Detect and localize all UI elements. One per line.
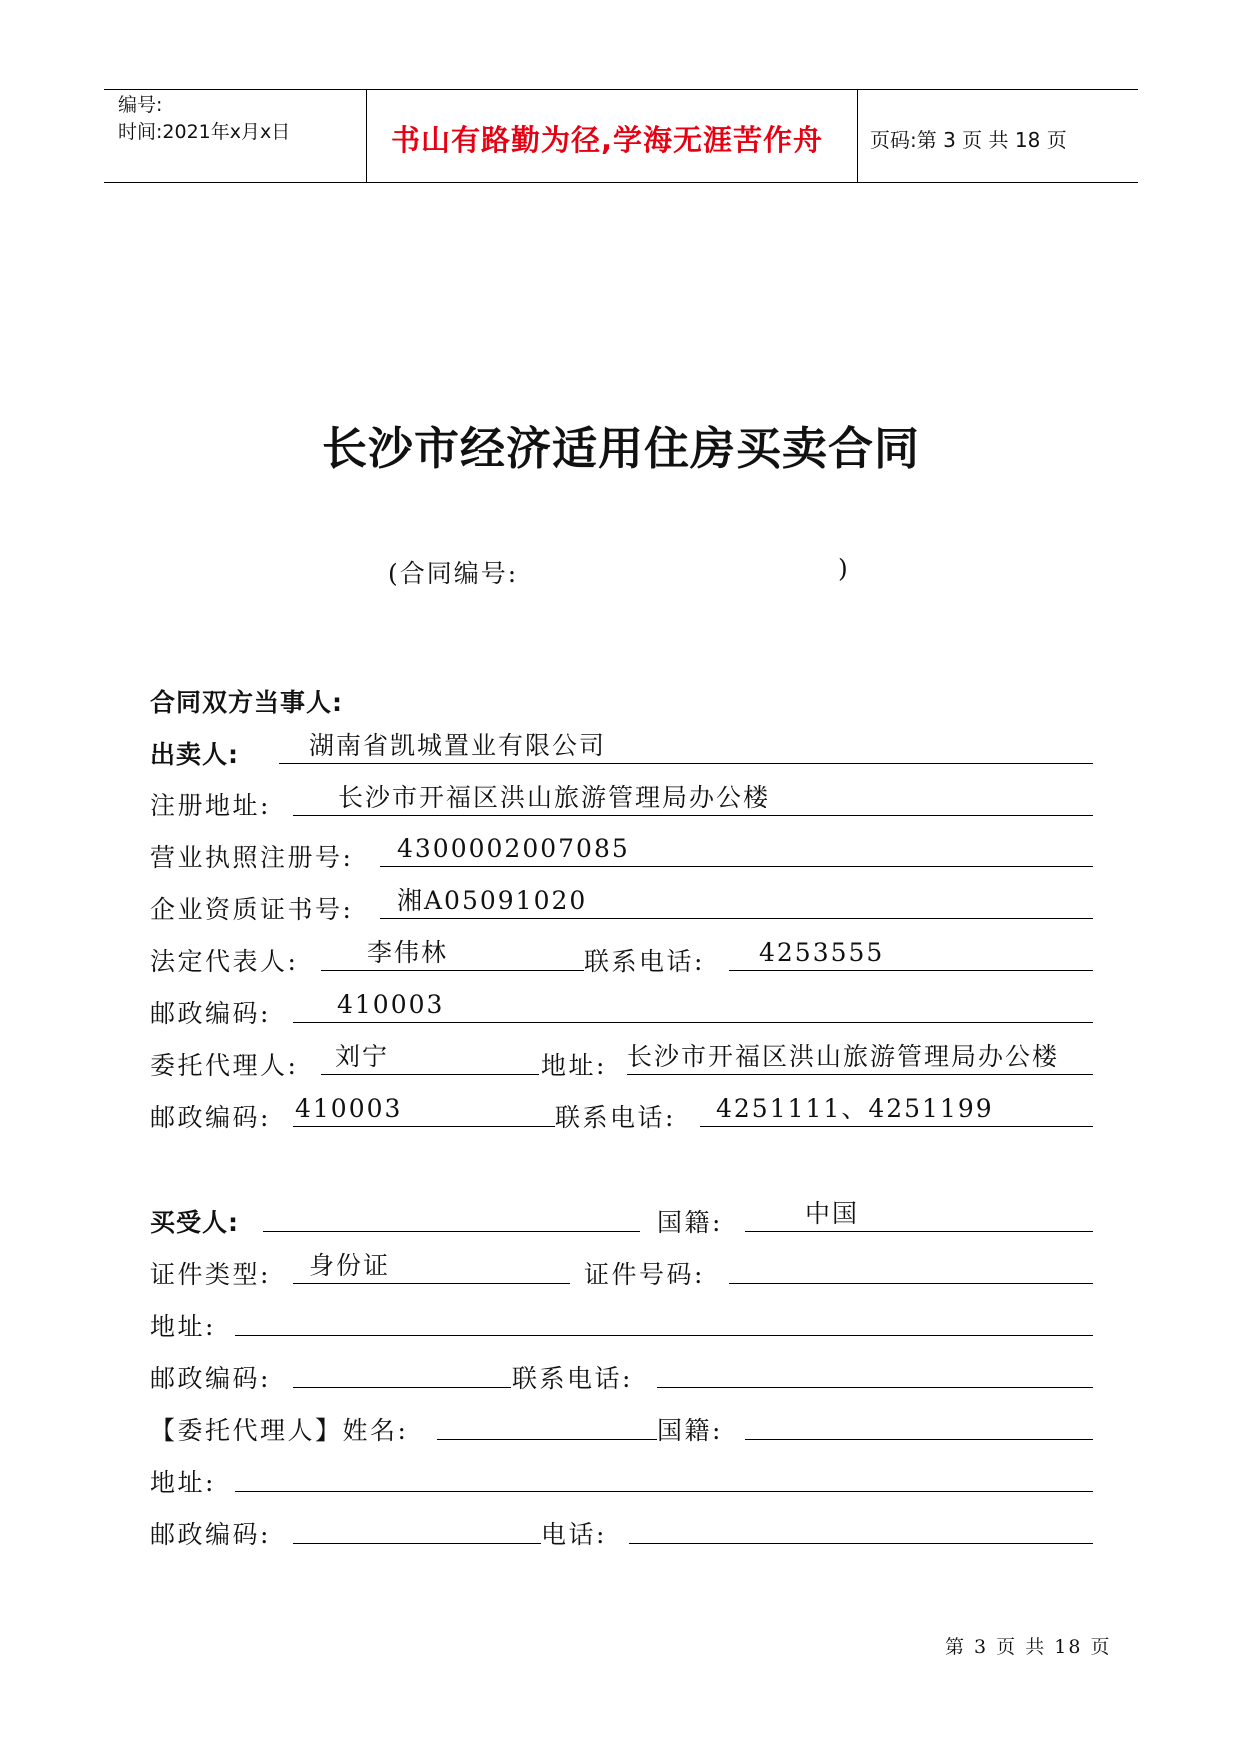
buyer-agent-phone-label: 电话: (541, 1520, 607, 1549)
buyer-agent-name-field[interactable] (437, 1404, 657, 1440)
buyer-agent-postcode-label: 邮政编码: (150, 1520, 271, 1549)
seller-agent-postcode-label: 邮政编码: (150, 1103, 271, 1132)
buyer-nationality: 中国 (805, 1199, 860, 1228)
buyer-phone-label: 联系电话: (512, 1364, 633, 1393)
seller-agent-postcode: 410003 (295, 1094, 403, 1123)
seller-license-label: 营业执照注册号: (150, 843, 354, 872)
seller-agent-address-label: 地址: (541, 1051, 607, 1080)
seller-name: 湖南省凯城置业有限公司 (309, 731, 607, 760)
buyer-agent-nationality-field[interactable] (745, 1404, 1093, 1440)
seller-rep-field (321, 935, 584, 971)
seller-postcode-field (293, 987, 1093, 1023)
seller-agent-address: 长沙市开福区洪山旅游管理局办公楼 (627, 1042, 1060, 1071)
seller-agent-address-field (627, 1039, 1093, 1075)
buyer-agent-phone-field[interactable] (629, 1508, 1093, 1544)
buyer-id-type-field[interactable] (293, 1248, 570, 1284)
seller-agent-field (321, 1039, 539, 1075)
header-top-rule (104, 89, 1138, 90)
seller-license-field (380, 831, 1093, 867)
seller-agent-label: 委托代理人: (150, 1051, 299, 1080)
seller-phone-label: 联系电话: (584, 947, 705, 976)
parties-heading: 合同双方当事人: (150, 688, 343, 717)
buyer-agent-address-label: 地址: (150, 1468, 216, 1497)
buyer-id-no-field[interactable] (729, 1248, 1093, 1284)
seller-agent-phone-field (700, 1091, 1093, 1127)
buyer-agent-name-label: 【委托代理人】姓名: (150, 1416, 409, 1445)
buyer-id-type-label: 证件类型: (150, 1260, 271, 1289)
header-divider (366, 90, 367, 183)
buyer-postcode-label: 邮政编码: (150, 1364, 271, 1393)
seller-cert-label: 企业资质证书号: (150, 895, 354, 924)
header-page-code: 页码:第 3 页 共 18 页 (870, 128, 1067, 152)
buyer-agent-address-field[interactable] (235, 1456, 1093, 1492)
seller-cert: 湘A05091020 (397, 886, 588, 915)
seller-rep: 李伟林 (367, 938, 449, 967)
buyer-nationality-label: 国籍: (657, 1208, 723, 1237)
seller-agent-postcode-field (293, 1091, 555, 1127)
seller-name-field (279, 728, 1093, 764)
buyer-id-no-label: 证件号码: (584, 1260, 705, 1289)
page-footer: 第 3 页 共 18 页 (945, 1636, 1112, 1658)
seller-agent-phone-label: 联系电话: (555, 1103, 676, 1132)
header-divider (857, 90, 858, 183)
buyer-agent-nationality-label: 国籍: (657, 1416, 723, 1445)
seller-reg-address-field (293, 780, 1093, 816)
buyer-address-label: 地址: (150, 1312, 216, 1341)
seller-phone-field (729, 935, 1093, 971)
seller-reg-address-label: 注册地址: (150, 791, 271, 820)
seller-agent-phone: 4251111、4251199 (716, 1094, 994, 1123)
time-label: 时间:2021年x月x日 (118, 121, 291, 143)
seller-rep-label: 法定代表人: (150, 947, 299, 976)
seller-cert-field (380, 883, 1093, 919)
buyer-postcode-field[interactable] (293, 1352, 511, 1388)
serial-label: 编号: (118, 94, 163, 116)
seller-agent: 刘宁 (335, 1042, 390, 1071)
seller-reg-address: 长沙市开福区洪山旅游管理局办公楼 (338, 783, 771, 812)
buyer-address-field[interactable] (235, 1300, 1093, 1336)
contract-number-close: ) (838, 554, 850, 583)
buyer-agent-postcode-field[interactable] (293, 1508, 541, 1544)
buyer-name-field[interactable] (263, 1196, 640, 1232)
buyer-label: 买受人: (150, 1208, 239, 1237)
contract-number-open: (合同编号: (388, 559, 519, 588)
document-title: 长沙市经济适用住房买卖合同 (322, 422, 921, 475)
seller-phone: 4253555 (759, 938, 885, 967)
header-motto: 书山有路勤为径,学海无涯苦作舟 (391, 123, 824, 157)
seller-label: 出卖人: (150, 740, 239, 769)
seller-postcode: 410003 (337, 990, 445, 1019)
header-bottom-rule (104, 182, 1138, 183)
buyer-phone-field[interactable] (657, 1352, 1093, 1388)
seller-license: 4300002007085 (397, 834, 630, 863)
buyer-nationality-field[interactable] (745, 1196, 1093, 1232)
seller-postcode-label: 邮政编码: (150, 999, 271, 1028)
buyer-id-type: 身份证 (309, 1251, 391, 1280)
